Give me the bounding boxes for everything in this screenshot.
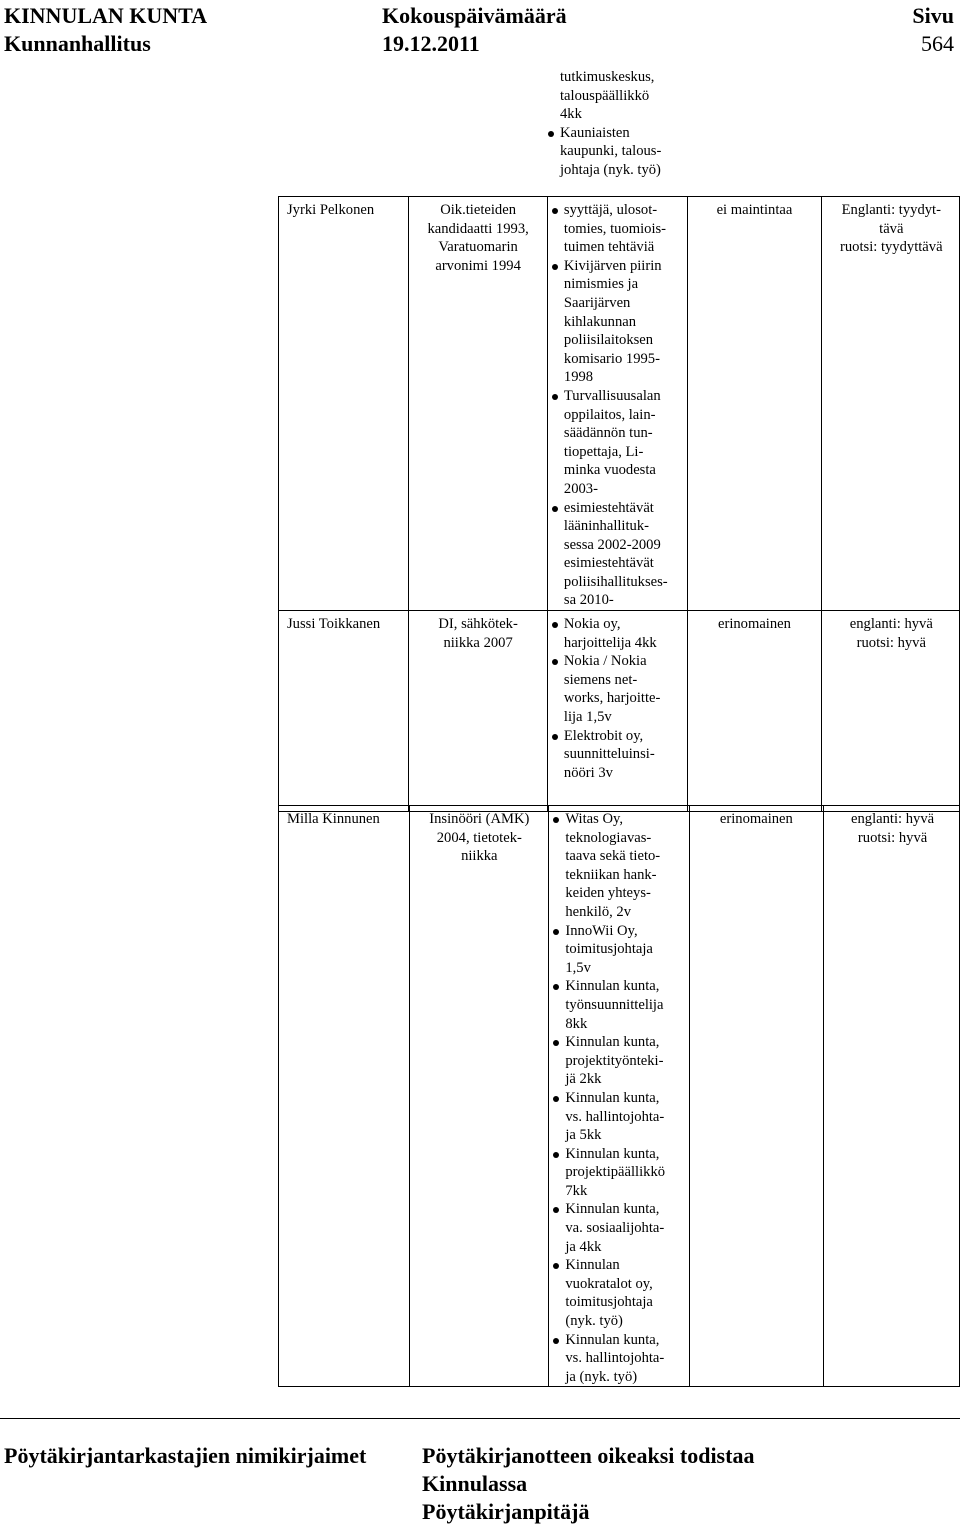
bullet-line: Kinnulan kunta, [565,1089,660,1106]
bullet-line: Kinnulan kunta, [565,1331,660,1348]
assessment-cell [688,197,821,611]
experience-bullet [552,1145,684,1201]
bullet-line: tekniikan hank- [565,866,657,883]
name-text: Jyrki Pelkonen [287,202,375,218]
education-line: Insinööri (AMK) [429,811,530,827]
minutes-checkers-initials: Pöytäkirjantarkastajien nimikirjaimet [4,1443,367,1468]
certification-block [422,1442,754,1526]
experience-cell [547,611,687,812]
candidates-table [278,196,960,812]
org-name: KINNULAN KUNTA [4,3,208,28]
education-line: arvonimi 1994 [435,257,521,274]
experience-bullet [551,615,683,652]
meeting-date: 19.12.2011 [382,31,480,56]
education-line: niikka 2007 [443,634,513,651]
bullet-line: vuokratalot oy, [565,1275,653,1292]
name-text: Jussi Toikkanen [287,616,381,633]
bullet-line: esimiestehtävät [563,555,654,572]
bullet-line: InnoWii Oy, [565,922,638,939]
bullet-line: keiden yhteys- [565,885,651,902]
bullet-line: harjoittelija 4kk [563,634,657,651]
bullet-line: 1,5v [565,959,591,976]
languages-cell [821,611,959,812]
experience-bullet [551,257,683,387]
header-left [4,2,207,58]
experience-bullet [552,922,684,978]
bullet-line: esimiestehtävät [563,499,654,516]
education-cell [409,611,548,812]
bullet-line: projektipäällikkö [565,1164,666,1181]
bullet-line: Elektrobit oy, [563,727,644,744]
bullet-line: poliisilaitoksen [563,332,654,349]
bullet-line: Kinnulan kunta, [565,1034,660,1051]
bullet-line: komisario 1995- [563,350,660,367]
bullet-line: poliisihallitukses- [563,573,668,590]
bullet-line: toimitusjohtaja [565,941,653,958]
continued-line: talouspäällikkö [560,87,650,104]
table-row [279,806,960,1387]
table-row [279,197,960,611]
experience-bullet [551,499,683,611]
bullet-line: teknologiavas- [565,829,652,846]
language-line: ruotsi: hyvä [857,829,928,846]
education-line: 2004, tietotek- [436,829,522,846]
language-line: englanti: hyvä [851,811,935,827]
language-line: ruotsi: tyydyttävä [840,239,943,256]
bullet-line: Kivijärven piirin [563,257,662,274]
bullet-line: minka vuodesta [563,462,656,479]
bullet-line: tomies, tuomiois- [563,220,667,237]
bullet-line: (nyk. työ) [565,1313,623,1330]
education-line: DI, sähkötek- [438,616,518,633]
bullet-line: Witas Oy, [565,811,623,827]
assessment-text: erinomainen [717,616,791,633]
continued-line: 4kk [560,106,582,123]
bullet-line: vs. hallintojohta- [565,1108,665,1125]
bullet-line: works, harjoitte- [563,690,661,707]
bullet-line: lääninhallituk- [563,518,649,535]
candidate-name [279,611,409,812]
experience-bullet [551,387,683,499]
bullet-line: lija 1,5v [563,709,612,726]
assessment-cell [689,806,824,1387]
bullet-line: tuimen tehtäviä [563,239,655,256]
education-line: niikka [461,848,498,865]
education-line: Oik.tieteiden [440,202,516,218]
education-cell [409,197,548,611]
education-line: kandidaatti 1993, [427,220,529,237]
name-text: Milla Kinnunen [287,811,380,827]
bullet-line: ja (nyk. työ) [565,1368,638,1385]
assessment-cell [688,611,821,812]
experience-bullet [551,201,683,257]
assessment-text: ei maintintaa [716,202,793,218]
bullet-line: sa 2010- [563,592,614,609]
experience-bullet [551,727,683,783]
bullet-line: 7kk [565,1182,588,1199]
languages-cell [824,806,960,1387]
bullet-line: 8kk [565,1015,588,1032]
bullet-line: nööri 3v [563,764,613,781]
bullet-line: työnsuunnittelija [565,996,664,1013]
continued-experience [547,68,661,180]
education-cell [410,806,549,1387]
continued-line: tutkimuskeskus, [560,69,655,85]
bullet-line: Kinnulan kunta, [565,1145,660,1162]
bullet-line: sessa 2002-2009 [563,536,661,553]
bullet-line: vs. hallintojohta- [565,1350,665,1367]
bullet-line: Nokia oy, [563,616,621,633]
experience-bullet [552,810,684,922]
experience-bullet [552,1033,684,1089]
bullet-line: Kinnulan kunta, [565,978,660,995]
table-row [279,611,960,812]
experience-bullet [552,1200,684,1256]
bullet-line: va. sosiaalijohta- [565,1220,665,1237]
candidate-name [279,806,410,1387]
language-line: tävä [879,220,904,237]
footer-divider [0,1418,960,1419]
bullet-line: oppilaitos, lain- [563,406,656,423]
bullet-line: kihlakunnan [563,313,637,330]
language-line: ruotsi: hyvä [856,634,926,651]
experience-bullet [552,1256,684,1330]
bullet-line: henkilö, 2v [565,903,632,920]
language-line: englanti: hyvä [849,616,933,633]
education-line: Varatuomarin [438,239,518,256]
bullet-line: tiopettaja, Li- [563,443,644,460]
bullet-line: taava sekä tieto- [565,848,661,865]
minutes-keeper: Pöytäkirjanpitäjä [422,1499,590,1524]
candidate-name [279,197,409,611]
bullet-line: Nokia / Nokia [563,653,647,670]
candidates-table-continued [278,805,960,1387]
bullet-line: säädännön tun- [563,425,653,442]
bullet-line: Kinnulan [565,1257,620,1274]
bullet-line: syyttäjä, ulosot- [563,202,658,218]
bullet-line: 1998 [563,369,594,386]
bullet-line: jä 2kk [565,1071,602,1088]
experience-bullet [552,1331,684,1387]
certification-place: Kinnulassa [422,1471,528,1496]
bullet-line: suunnitteluinsi- [563,746,655,763]
header-right [912,2,954,58]
page-header [0,0,960,60]
experience-bullet [552,1089,684,1145]
experience-cell [549,806,689,1387]
page-number: 564 [921,31,954,56]
experience-cell [547,197,687,611]
certification-line: Pöytäkirjanotteen oikeaksi todistaa [422,1443,755,1468]
date-label: Kokouspäivämäärä [382,3,567,28]
page-label: Sivu [912,3,954,28]
bullet-line: ja 5kk [565,1127,602,1144]
bullet-line: toimitusjohtaja [565,1294,653,1311]
languages-cell [821,197,959,611]
bullet-line: ja 4kk [565,1238,602,1255]
bullet-line: nimismies ja [563,276,639,293]
bullet-line: 2003- [563,480,598,497]
bullet-line: Saarijärven [563,294,631,311]
experience-bullet [547,124,661,180]
experience-bullet [551,652,683,726]
bullet-line: siemens net- [563,671,638,688]
assessment-text: erinomainen [719,811,793,827]
bullet-line: johtaja (nyk. työ) [560,161,661,178]
bullet-line: Turvallisuusalan [563,387,661,404]
experience-bullet [552,977,684,1033]
bullet-line: kaupunki, talous- [560,143,662,160]
header-center [382,2,567,58]
bullet-line: Kinnulan kunta, [565,1201,660,1218]
bullet-line: Kauniaisten [560,124,630,141]
bullet-line: projektityönteki- [565,1052,664,1069]
body-name: Kunnanhallitus [4,31,151,56]
language-line: Englanti: tyydyt- [841,202,941,218]
